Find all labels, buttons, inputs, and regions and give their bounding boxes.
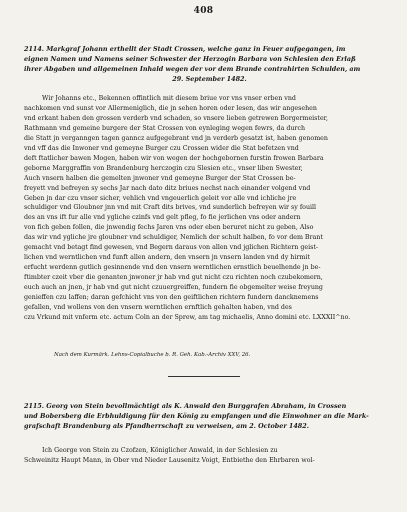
heading-line: grafschaft Brandenburg als Pfandherrschaft zu verweisen, am 2. October 1482. bbox=[24, 422, 309, 430]
body-line: Schweinitz Haupt Mann, in Ober vnd Nieder Lausenitz Voigt, Entbiethe den Ehrbaren wol- bbox=[24, 456, 315, 464]
body-line: das wir vnd ygliche jre gloubner vnd schuldiger, Nemlich der schult halben, fo vor dem Brant bbox=[24, 234, 323, 242]
body-line: deft ftatlicher bawen Mogen, haben wir von wegen der hochgebornen furstin frowen Barbara bbox=[24, 154, 324, 162]
heading-line: 2114. Markgraf Johann erthellt der Stadt Crossen, welche ganz in Feuer aufgegangen, im bbox=[24, 45, 346, 53]
body-line: Wir Johanns etc., Bekennen offintlich mit diesem briue vor vns vnser erben vnd bbox=[42, 95, 296, 102]
document-2114-body bbox=[24, 94, 395, 323]
body-line: vnd erkant haben den grossen verderb vnd schaden, so vnsere lieben getrewen Borgermeister, bbox=[24, 114, 328, 122]
section-divider bbox=[168, 376, 240, 377]
page-number: 408 bbox=[193, 6, 214, 16]
body-line: schuldiger vnd Gloubner jnn vnd mit Craft dits brives, vnd sunderlich befreyen wir sy fouill bbox=[24, 204, 317, 212]
body-line: euch auch an jnen, jr hab vnd gut nicht czuuergreiffen, fundern fie obgemelter weise freyung bbox=[24, 284, 323, 292]
heading-line: 29. September 1482. bbox=[172, 75, 247, 83]
heading-line: 2115. Georg von Stein bevollmächtigt als K. Anwald den Burggrafen Abraham, in Crossen bbox=[24, 402, 347, 410]
body-line: nachkomen vnd sunst vor Allermeniglich, die jn sehen horen oder lesen, das wir angesehen bbox=[24, 104, 317, 112]
body-line: ftimbter czeit vber die genanten jnwoner jr hab vnd gut nicht czu richten noch czubekomern, bbox=[24, 274, 323, 282]
heading-line: und Bobersberg die Erbhuldigung für den König zu empfangen und die Einwohner an die Mark- bbox=[24, 412, 369, 420]
body-line: Geben jn dar czu vnser sicher, vehlich vnd vngeuerlich geleit vor alle vnd ichliche jre bbox=[24, 194, 297, 202]
heading-line: eignen Namen und Namens seiner Schwester der Herzogin Barbara von Schlesien den Erlaß bbox=[24, 55, 356, 63]
body-line: vnd vff das die Inwoner vnd gemeyne Burger czu Crossen wider die Stat befetzen vnd bbox=[24, 144, 299, 152]
body-line: czu Vrkund mit vnferm etc. actum Coln an der Sprew, am tag michaelis, Anno domini etc. LXXXII^no. bbox=[24, 313, 351, 321]
body-line: gefallen, vnd wollens von den vnsern werntlichen ernftlich gehalten haben, vnd des bbox=[24, 304, 292, 312]
document-2115-heading bbox=[24, 401, 395, 431]
body-line: gemacht vnd betagt find gewesen, vnd Begern daraus von allen vnd jglichen Richtern geist- bbox=[24, 244, 319, 252]
body-line: lichen vnd werntlichen vnd funft allen andern, den vnsern jn vnsern landen vnd dy hirmit bbox=[24, 254, 310, 262]
body-line: genieffen czu laffen; daran gefchicht vns von den geiftlichen richtern fundern dancknemens bbox=[24, 294, 319, 302]
body-line: des an vns ift fur alle vnd ygliche czinfs vnd gelt pfleg, fo fie jerlichen vns oder andern bbox=[24, 214, 301, 222]
body-line: freyett vnd befreyen sy sechs Jar nach dato ditz briues nechst nach einander volgend vnd bbox=[24, 184, 311, 192]
document-2115-body bbox=[24, 446, 395, 466]
body-line: Ich George von Stein zu Czofzen, Königlicher Anwald, in der Schlesien zu bbox=[42, 447, 278, 454]
body-line: die Statt jn verganngen tagen ganncz aufgegebrant vnd jn verderb gesatzt ist, haben genomen bbox=[24, 134, 328, 142]
body-line: geborne Marggraffin von Brandenburg herczogin czu Slesien etc., vnser liben Swester, bbox=[24, 164, 303, 172]
heading-line: ihrer Abgaben und allgemeinen Inhald wegen der vor dem Brande contrahirten Schulden, am bbox=[24, 65, 361, 73]
body-line: erfucht werdenn gutlich gesinnende vnd den vnsern werntlichen ernstlich beuelhende jn be- bbox=[24, 264, 321, 272]
document-2114-heading bbox=[24, 44, 395, 84]
body-line: Rathmann vnd gemeine burgere der Stat Crossen von eynleging wegen fewrs, da durch bbox=[24, 124, 306, 132]
body-line: Auch vnsern halben die gemelten jnwoner vnd gemeyne Burger der Stat Crossen be- bbox=[24, 174, 296, 182]
body-line: von fich geben follen, die jnwendig fechs Jaren vns oder eben beruret nicht zu geben, Also bbox=[24, 224, 314, 232]
source-citation: Nach dem Kurmärk. Lehns-Copialbuche b. R. Geh. Kab.-Archiv XXV, 26. bbox=[54, 352, 251, 358]
